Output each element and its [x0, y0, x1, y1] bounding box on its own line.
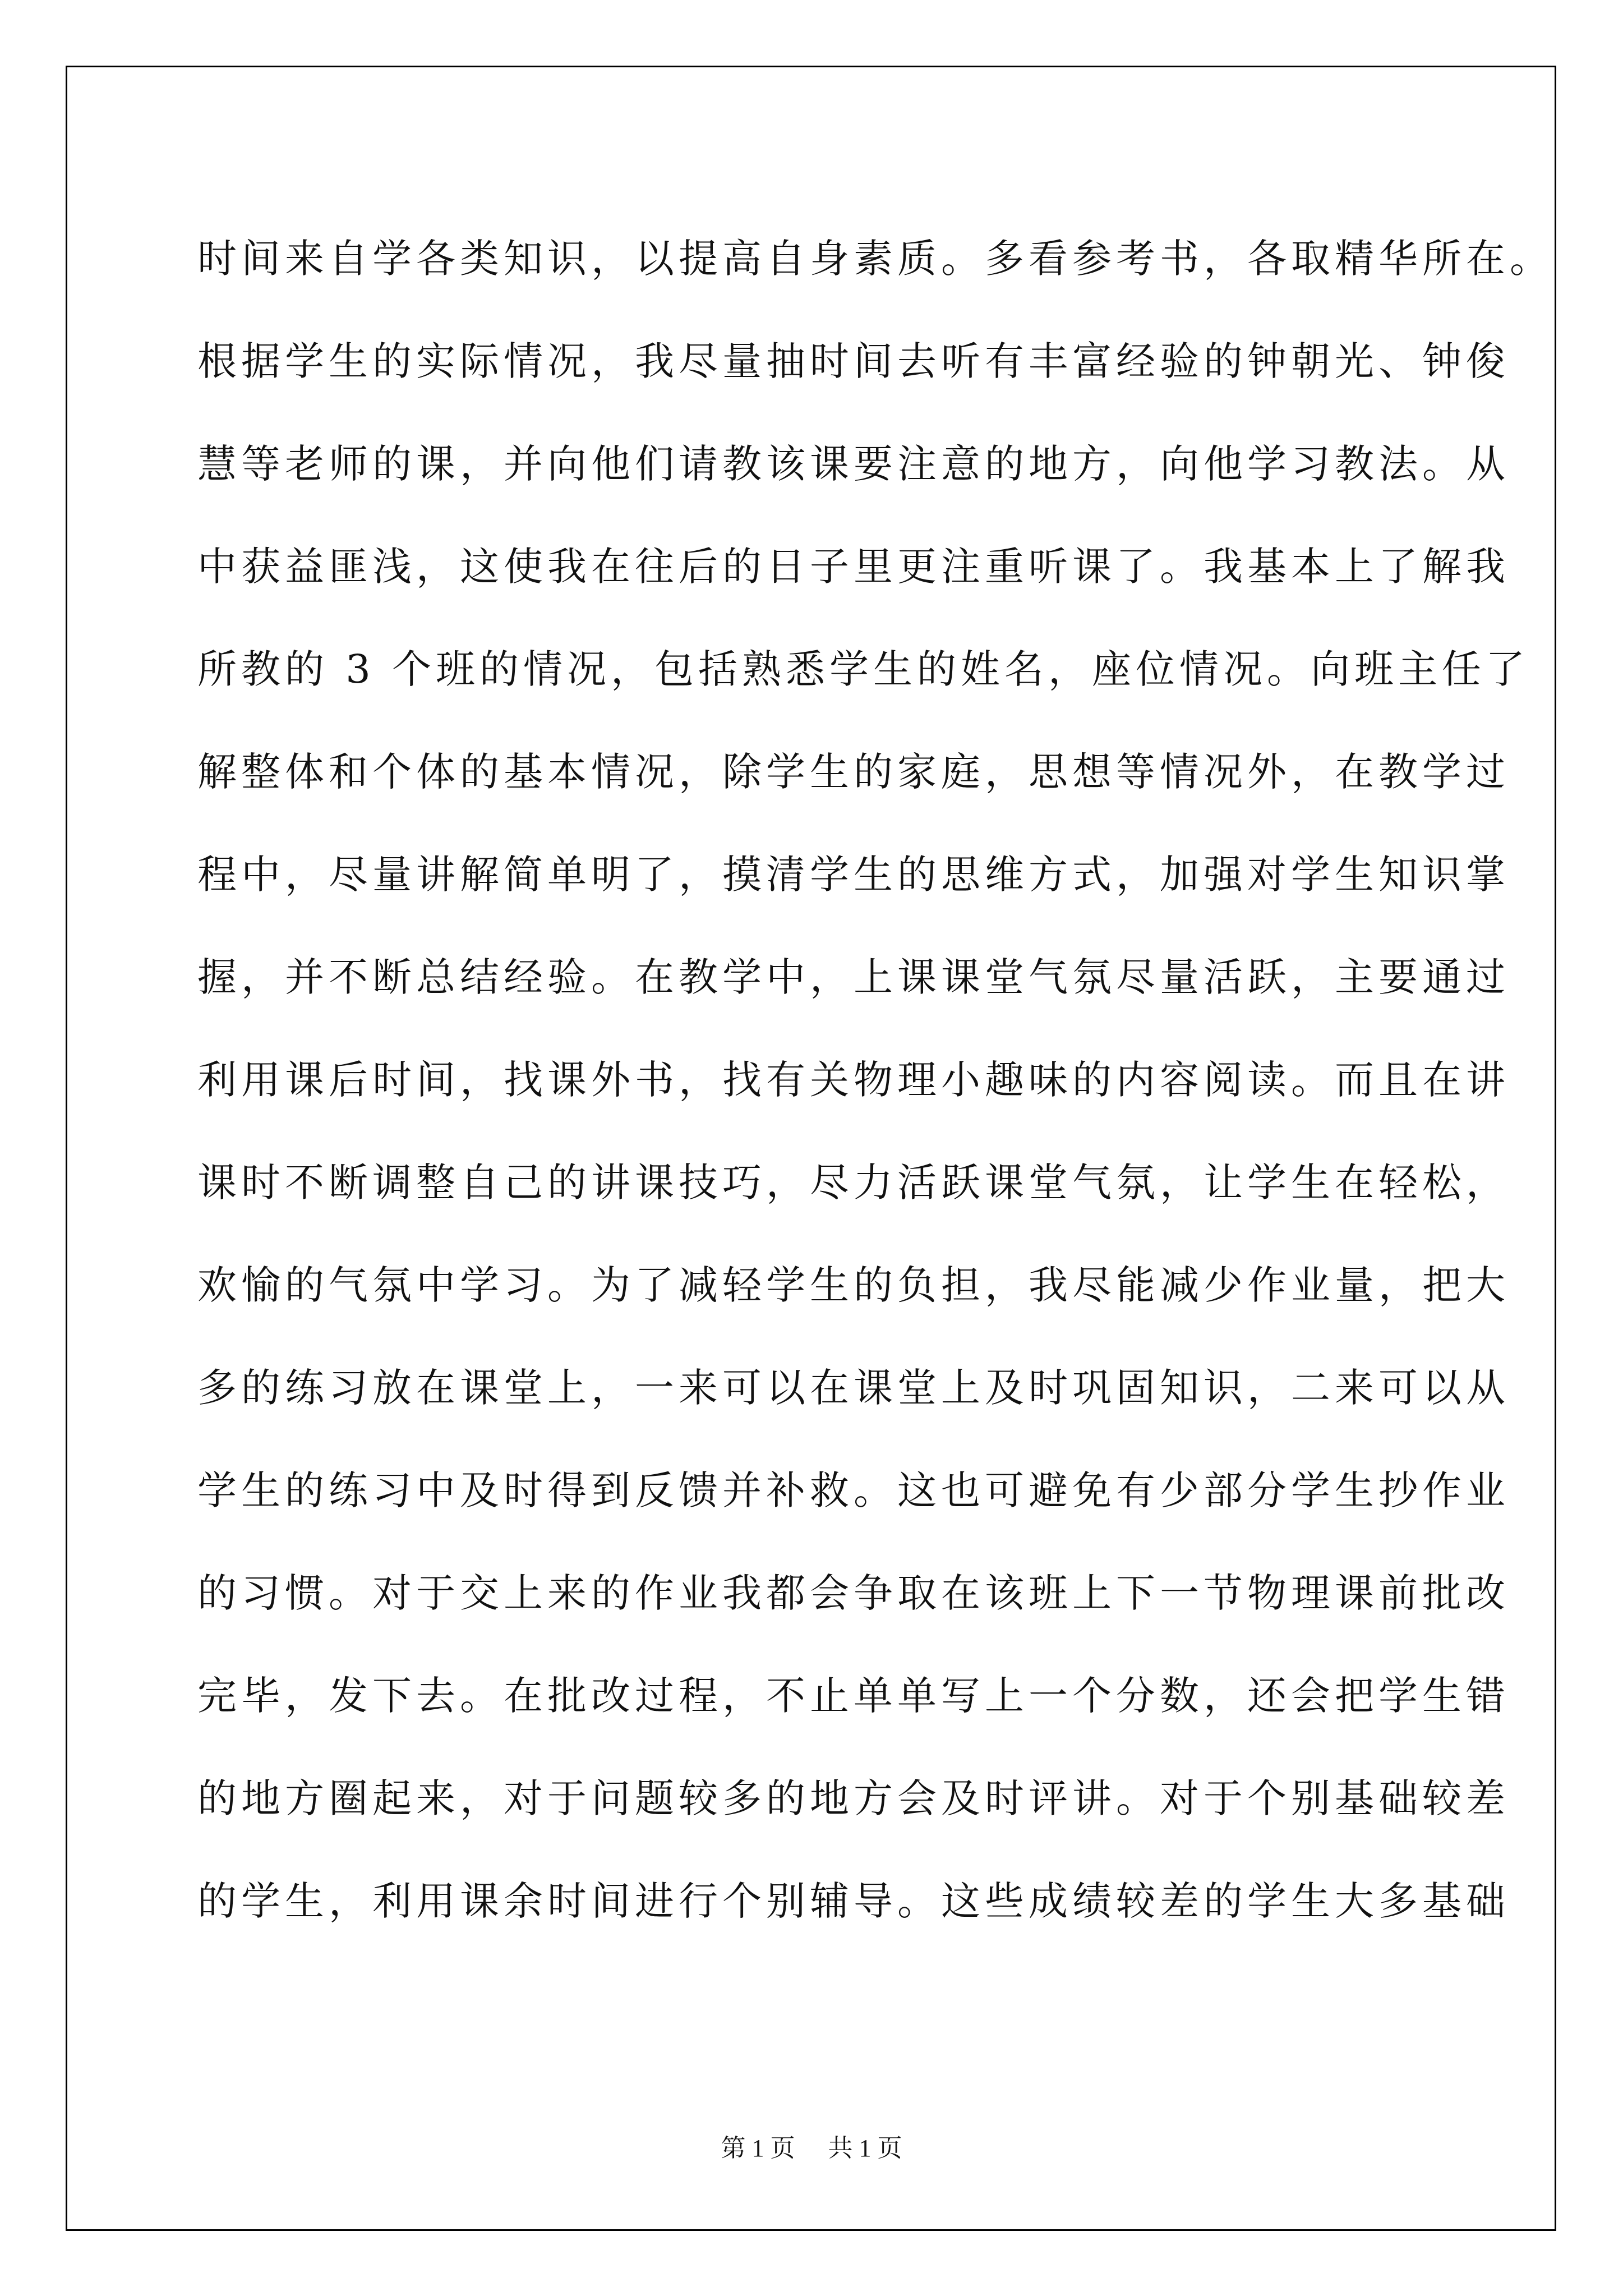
text-line: 解整体和个体的基本情况，除学生的家庭，思想等情况外，在教学过	[197, 749, 1510, 795]
text-line: 根据学生的实际情况，我尽量抽时间去听有丰富经验的钟朝光、钟俊	[197, 338, 1510, 384]
page-number-total: 共 1 页	[828, 2134, 902, 2162]
text-line: 程中，尽量讲解简单明了，摸清学生的思维方式，加强对学生知识掌	[197, 852, 1510, 898]
page-number-current: 第 1 页	[721, 2134, 795, 2162]
text-line: 学生的练习中及时得到反馈并补救。这也可避免有少部分学生抄作业	[197, 1467, 1510, 1513]
text-line: 中获益匪浅，这使我在往后的日子里更注重听课了。我基本上了解我	[197, 544, 1510, 590]
text-line: 握，并不断总结经验。在教学中，上课课堂气氛尽量活跃，主要通过	[197, 954, 1510, 1000]
page-footer	[0, 2128, 1623, 2164]
text-line: 的学生，利用课余时间进行个别辅导。这些成绩较差的学生大多基础	[197, 1878, 1510, 1924]
document-body	[197, 208, 1553, 1953]
text-line: 多的练习放在课堂上，一来可以在课堂上及时巩固知识，二来可以从	[197, 1365, 1510, 1411]
text-line: 的习惯。对于交上来的作业我都会争取在该班上下一节物理课前批改	[197, 1570, 1510, 1616]
text-line: 时间来自学各类知识，以提高自身素质。多看参考书，各取精华所在。	[197, 236, 1553, 282]
text-line: 慧等老师的课，并向他们请教该课要注意的地方，向他学习教法。从	[197, 441, 1510, 487]
text-line: 完毕，发下去。在批改过程，不止单单写上一个分数，还会把学生错	[197, 1673, 1510, 1719]
text-line: 所教的 3 个班的情况，包括熟悉学生的姓名，座位情况。向班主任了	[197, 646, 1530, 692]
text-line: 课时不断调整自己的讲课技巧，尽力活跃课堂气氛，让学生在轻松，	[197, 1159, 1510, 1205]
text-line: 欢愉的气氛中学习。为了减轻学生的负担，我尽能减少作业量，把大	[197, 1262, 1510, 1308]
text-line: 的地方圈起来，对于问题较多的地方会及时评讲。对于个别基础较差	[197, 1775, 1510, 1821]
text-line: 利用课后时间，找课外书，找有关物理小趣味的内容阅读。而且在讲	[197, 1057, 1510, 1103]
